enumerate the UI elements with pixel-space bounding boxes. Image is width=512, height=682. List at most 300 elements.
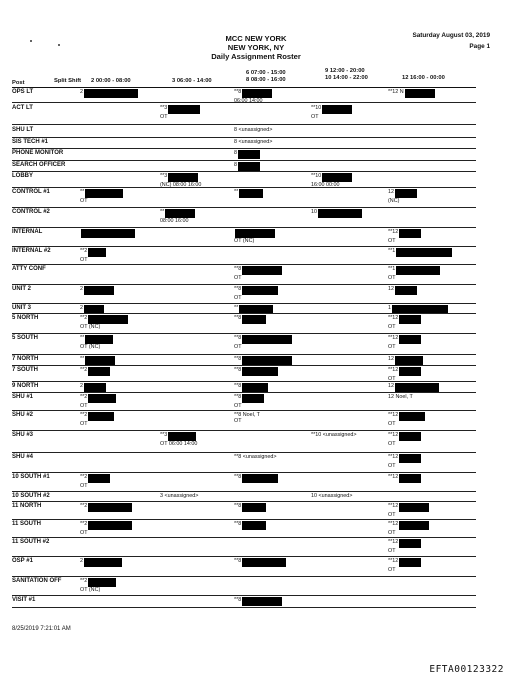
redaction-block — [242, 383, 268, 392]
assignment-text: OT — [80, 403, 88, 409]
redaction-block — [238, 150, 260, 159]
assignment-cell — [388, 503, 429, 518]
table-row — [12, 557, 476, 577]
assignment-text: **12 — [388, 412, 399, 418]
table-row — [12, 285, 476, 304]
redaction-block — [399, 412, 425, 421]
table-row — [12, 314, 476, 334]
assignment-text: **8 Noel, T — [234, 412, 260, 418]
assignment-cell — [80, 558, 122, 567]
assignment-text: 12 — [388, 383, 394, 389]
table-row — [12, 411, 476, 431]
assignment-cell — [388, 248, 452, 257]
assignment-cell — [388, 189, 417, 204]
redaction-block — [88, 474, 110, 483]
redaction-block — [88, 248, 106, 257]
post-name: 7 NORTH — [12, 356, 39, 362]
redaction-block — [88, 503, 132, 512]
table-row — [12, 172, 476, 188]
assignment-cell — [234, 454, 277, 460]
page-title: Daily Assignment Roster — [211, 52, 301, 61]
assignment-cell — [80, 578, 116, 593]
redaction-block — [84, 383, 106, 392]
assignment-text: **10 — [311, 105, 322, 111]
redaction-block — [168, 432, 196, 441]
assignment-cell — [388, 229, 421, 244]
redaction-block — [322, 105, 352, 114]
row-rule — [12, 607, 476, 608]
post-name: PHONE MONITOR — [12, 150, 64, 156]
assignment-text: **2 — [80, 367, 88, 373]
assignment-cell — [388, 539, 421, 554]
assignment-cell — [234, 286, 278, 301]
redaction-block — [405, 89, 435, 98]
assignment-text: 12 Noel, T — [388, 394, 413, 400]
assignment-text: **12 — [388, 315, 399, 321]
assignment-cell — [388, 367, 421, 382]
assignment-cell — [234, 150, 260, 159]
org-location: NEW YORK, NY — [227, 43, 285, 52]
assignment-cell — [234, 189, 263, 198]
post-name: 7 SOUTH — [12, 367, 39, 373]
roster-date: Saturday August 03, 2019 — [412, 32, 490, 39]
redaction-block — [242, 89, 272, 98]
post-name: OSP #1 — [12, 558, 33, 564]
assignment-cell — [80, 248, 106, 263]
redaction-block — [242, 266, 282, 275]
assignment-text: 08:00 16:00 — [160, 218, 189, 224]
redaction-block — [395, 286, 417, 295]
assignment-text: OT — [388, 376, 396, 382]
assignment-text: OT — [80, 421, 88, 427]
assignment-cell — [388, 521, 429, 536]
redaction-block — [85, 335, 113, 344]
post-name: UNIT 2 — [12, 286, 32, 292]
redaction-block — [165, 209, 195, 218]
assignment-text: ** — [234, 189, 239, 195]
assignment-text: OT — [388, 441, 396, 447]
assignment-cell — [80, 521, 132, 536]
assignment-cell — [234, 367, 278, 376]
post-name: INTERNAL — [12, 229, 43, 235]
post-name: 11 SOUTH — [12, 521, 42, 527]
assignment-text: **8 — [234, 558, 242, 564]
redaction-block — [242, 394, 264, 403]
col-shift-10: 10 14:00 - 22:00 — [325, 75, 368, 81]
assignment-text: **8 — [234, 286, 242, 292]
assignment-cell — [234, 597, 282, 606]
assignment-cell — [234, 356, 292, 365]
assignment-cell — [160, 105, 200, 120]
col-shift-8: 8 08:00 - 16:00 — [246, 77, 286, 83]
redaction-block — [238, 162, 260, 171]
page-number: Page 1 — [469, 43, 490, 50]
assignment-text: **12 N — [388, 89, 404, 95]
table-row — [12, 161, 476, 172]
assignment-text: OT — [80, 483, 88, 489]
redaction-block — [242, 558, 286, 567]
table-row — [12, 304, 476, 314]
table-row — [12, 538, 476, 557]
assignment-cell — [234, 315, 266, 324]
assignment-text: OT — [388, 567, 396, 573]
assignment-text: 8 <unassigned> — [234, 139, 273, 145]
assignment-text: 12 — [388, 189, 394, 195]
post-name: OPS LT — [12, 89, 34, 95]
table-row — [12, 208, 476, 228]
assignment-text: **12 — [388, 432, 399, 438]
table-row — [12, 393, 476, 411]
assignment-text: **2 — [80, 474, 88, 480]
assignment-cell — [234, 558, 286, 567]
assignment-cell — [388, 394, 413, 400]
assignment-text: ** — [80, 189, 85, 195]
table-row — [12, 502, 476, 520]
assignment-text: OT — [388, 512, 396, 518]
assignment-cell — [80, 394, 116, 409]
post-name: 11 NORTH — [12, 503, 42, 509]
post-name: SHU LT — [12, 127, 34, 133]
assignment-text: OT — [160, 114, 168, 120]
scan-speck — [30, 40, 32, 42]
redaction-block — [242, 597, 282, 606]
assignment-text: 2 — [80, 89, 83, 95]
redaction-block — [88, 367, 110, 376]
assignment-text: **8 — [234, 597, 242, 603]
table-row — [12, 382, 476, 393]
assignment-text: 06:00 14:00 — [234, 98, 263, 104]
assignment-text: OT — [80, 530, 88, 536]
post-name: SHU #1 — [12, 394, 34, 400]
assignment-text: 2 — [80, 305, 83, 311]
assignment-cell — [311, 432, 357, 438]
assignment-text: **8 — [234, 521, 242, 527]
assignment-text: 1 — [388, 305, 391, 311]
assignment-cell — [80, 356, 115, 365]
table-row — [12, 88, 476, 103]
row-rule — [12, 124, 476, 125]
post-name: SIS TECH #1 — [12, 139, 49, 145]
redaction-block — [399, 335, 421, 344]
assignment-text: **3 — [160, 105, 168, 111]
post-name: LOBBY — [12, 173, 33, 179]
assignment-cell — [80, 412, 114, 427]
assignment-cell — [388, 383, 439, 392]
assignment-text: 10 — [311, 209, 317, 215]
assignment-text: **12 — [388, 229, 399, 235]
redaction-block — [88, 578, 116, 587]
assignment-cell — [80, 286, 114, 295]
assignment-text: **2 — [80, 248, 88, 254]
assignment-text: OT — [80, 198, 88, 204]
redaction-block — [81, 229, 135, 238]
assignment-text: OT — [388, 548, 396, 554]
redaction-block — [88, 521, 132, 530]
document-stamp: EFTA00123322 — [429, 664, 504, 675]
redaction-block — [88, 412, 114, 421]
post-name: SHU #4 — [12, 454, 34, 460]
redaction-block — [168, 105, 200, 114]
assignment-text: OT — [388, 530, 396, 536]
col-shift-2: 2 00:00 - 08:00 — [91, 78, 131, 84]
redaction-block — [395, 356, 423, 365]
assignment-cell — [234, 412, 260, 424]
col-shift-3: 3 06:00 - 14:00 — [172, 78, 212, 84]
table-row — [12, 577, 476, 596]
assignment-text: OT — [388, 344, 396, 350]
assignment-cell — [388, 558, 421, 573]
assignment-text: OT — [234, 403, 242, 409]
assignment-text: 2 — [80, 558, 83, 564]
assignment-cell — [388, 432, 421, 447]
assignment-cell — [311, 493, 352, 499]
post-name: 10 SOUTH #2 — [12, 493, 50, 499]
assignment-text: **3 — [160, 432, 168, 438]
assignment-cell — [311, 105, 352, 120]
assignment-cell — [311, 209, 362, 218]
assignment-text: **8 — [234, 383, 242, 389]
table-row — [12, 431, 476, 453]
assignment-cell — [388, 474, 421, 483]
assignment-text: 3 <unassigned> — [160, 493, 199, 499]
assignment-text: **8 — [234, 356, 242, 362]
assignment-text: **1 — [388, 266, 396, 272]
assignment-cell — [388, 266, 440, 281]
assignment-text: **8 — [234, 315, 242, 321]
post-name: VISIT #1 — [12, 597, 36, 603]
assignment-cell — [80, 315, 128, 330]
scan-speck — [58, 44, 60, 46]
redaction-block — [396, 248, 452, 257]
assignment-cell — [311, 173, 352, 188]
assignment-text: OT — [388, 275, 396, 281]
redaction-block — [242, 335, 292, 344]
redaction-block — [395, 383, 439, 392]
assignment-text: **12 — [388, 539, 399, 545]
assignment-text: **8 — [234, 474, 242, 480]
post-name: UNIT 3 — [12, 305, 32, 311]
assignment-cell — [388, 286, 417, 295]
redaction-block — [242, 286, 278, 295]
assignment-cell — [388, 315, 421, 330]
printed-timestamp: 8/25/2019 7:21:01 AM — [12, 626, 71, 632]
assignment-text: OT (NC) — [80, 587, 101, 593]
redaction-block — [399, 432, 421, 441]
assignment-text: ** — [160, 209, 165, 215]
assignment-text: **2 — [80, 578, 88, 584]
table-row — [12, 334, 476, 355]
assignment-cell — [160, 209, 195, 224]
table-row — [12, 228, 476, 247]
assignment-text: **10 — [311, 173, 322, 179]
post-name: CONTROL #2 — [12, 209, 50, 215]
post-name: SHU #3 — [12, 432, 34, 438]
assignment-text: ** — [234, 305, 239, 311]
col-post: Post — [12, 80, 25, 86]
redaction-block — [399, 558, 421, 567]
assignment-text: **2 — [80, 412, 88, 418]
assignment-text: 2 — [80, 383, 83, 389]
table-row — [12, 138, 476, 149]
redaction-block — [318, 209, 362, 218]
redaction-block — [395, 189, 417, 198]
table-row — [12, 104, 476, 125]
assignment-cell — [160, 173, 201, 188]
assignment-cell — [80, 229, 135, 238]
assignment-text: (NC) 08:00 16:00 — [160, 182, 202, 188]
assignment-text: **3 — [160, 173, 168, 179]
post-name: SANITATION OFF — [12, 578, 62, 584]
assignment-text: OT — [234, 344, 242, 350]
col-shift-6: 6 07:00 - 15:00 — [246, 70, 286, 76]
col-shift-9: 9 12:00 - 20:00 — [325, 68, 365, 74]
post-name: ATTY CONF — [12, 266, 46, 272]
table-row — [12, 596, 476, 608]
assignment-text: **12 — [388, 454, 399, 460]
assignment-text: **8 — [234, 394, 242, 400]
assignment-cell — [234, 474, 278, 483]
redaction-block — [235, 229, 275, 238]
redaction-block — [242, 521, 266, 530]
assignment-text: OT — [388, 463, 396, 469]
col-split-shift: Split Shift — [54, 78, 82, 84]
assignment-cell — [388, 412, 425, 427]
redaction-block — [399, 539, 421, 548]
assignment-cell — [234, 335, 292, 350]
assignment-text: OT — [80, 257, 88, 263]
redaction-block — [242, 474, 278, 483]
assignment-cell — [80, 503, 132, 512]
assignment-text: OT — [388, 324, 396, 330]
redaction-block — [399, 315, 421, 324]
assignment-text: OT — [388, 421, 396, 427]
assignment-text: ** — [80, 356, 85, 362]
table-row — [12, 126, 476, 138]
assignment-cell — [80, 189, 123, 204]
assignment-cell — [234, 521, 266, 530]
assignment-text: **12 — [388, 367, 399, 373]
org-name: MCC NEW YORK — [225, 34, 287, 43]
redaction-block — [85, 356, 115, 365]
table-row — [12, 355, 476, 366]
redaction-block — [399, 474, 421, 483]
assignment-text: OT — [388, 238, 396, 244]
post-name: 5 SOUTH — [12, 335, 39, 341]
assignment-text: **8 — [234, 335, 242, 341]
assignment-text: **12 — [388, 474, 399, 480]
redaction-block — [239, 189, 263, 198]
assignment-text: **10 <unassigned> — [311, 432, 357, 438]
table-row — [12, 247, 476, 265]
redaction-block — [399, 229, 421, 238]
assignment-text: 8 <unassigned> — [234, 127, 273, 133]
assignment-cell — [160, 493, 198, 499]
row-rule — [12, 102, 476, 103]
table-row — [12, 366, 476, 382]
assignment-cell — [388, 335, 421, 350]
assignment-text: OT — [234, 418, 242, 424]
assignment-text: **2 — [80, 315, 88, 321]
assignment-text: 12 — [388, 356, 394, 362]
assignment-text: **12 — [388, 521, 399, 527]
post-name: 5 NORTH — [12, 315, 39, 321]
assignment-text: **8 — [234, 503, 242, 509]
redaction-block — [242, 503, 266, 512]
table-row — [12, 520, 476, 538]
assignment-text: OT (NC) — [80, 324, 101, 330]
post-name: 9 NORTH — [12, 383, 39, 389]
table-row — [12, 149, 476, 161]
col-shift-12: 12 16:00 - 00:00 — [402, 75, 445, 81]
assignment-cell — [388, 356, 423, 365]
redaction-block — [322, 173, 352, 182]
post-name: 10 SOUTH #1 — [12, 474, 50, 480]
assignment-text: 8 — [234, 150, 237, 156]
assignment-cell — [80, 335, 113, 350]
assignment-text: OT — [234, 275, 242, 281]
assignment-cell — [234, 127, 272, 133]
assignment-text: 8 — [234, 162, 237, 168]
assignment-cell — [234, 139, 272, 145]
redaction-block — [88, 394, 116, 403]
assignment-text: **1 — [388, 248, 396, 254]
assignment-text: **12 — [388, 335, 399, 341]
post-name: 11 SOUTH #2 — [12, 539, 50, 545]
redaction-block — [399, 521, 429, 530]
assignment-text: **8 — [234, 266, 242, 272]
assignment-text: 16:00 00:00 — [311, 182, 340, 188]
assignment-cell — [388, 454, 421, 469]
table-row — [12, 473, 476, 492]
redaction-block — [399, 454, 421, 463]
assignment-cell — [234, 266, 282, 281]
assignment-text: 2 — [80, 286, 83, 292]
redaction-block — [242, 315, 266, 324]
assignment-text: **12 — [388, 503, 399, 509]
post-name: SEARCH OFFICER — [12, 162, 66, 168]
assignment-text: OT 06:00 14:00 — [160, 441, 198, 447]
post-name: SHU #2 — [12, 412, 34, 418]
assignment-text: OT — [311, 114, 319, 120]
table-row — [12, 492, 476, 502]
assignment-cell — [234, 383, 268, 392]
assignment-text: **2 — [80, 521, 88, 527]
assignment-text: **12 — [388, 558, 399, 564]
assignment-text: **2 — [80, 503, 88, 509]
post-name: CONTROL #1 — [12, 189, 50, 195]
assignment-text: (NC) — [388, 198, 400, 204]
redaction-block — [396, 266, 440, 275]
assignment-text: OT (NC) — [80, 344, 101, 350]
assignment-text: **2 — [80, 394, 88, 400]
redaction-block — [84, 286, 114, 295]
assignment-cell — [234, 394, 264, 409]
post-name: INTERNAL #2 — [12, 248, 51, 254]
table-row — [12, 188, 476, 208]
assignment-text: ** — [80, 335, 85, 341]
redaction-block — [399, 367, 421, 376]
assignment-cell — [388, 89, 435, 98]
assignment-text: **8 <unassigned> — [234, 454, 277, 460]
assignment-text: OT — [234, 295, 242, 301]
redaction-block — [88, 315, 128, 324]
assignment-cell — [80, 383, 106, 392]
redaction-block — [84, 558, 122, 567]
assignment-text: **8 — [234, 89, 242, 95]
redaction-block — [168, 173, 198, 182]
assignment-cell — [234, 503, 266, 512]
post-name: ACT LT — [12, 105, 33, 111]
